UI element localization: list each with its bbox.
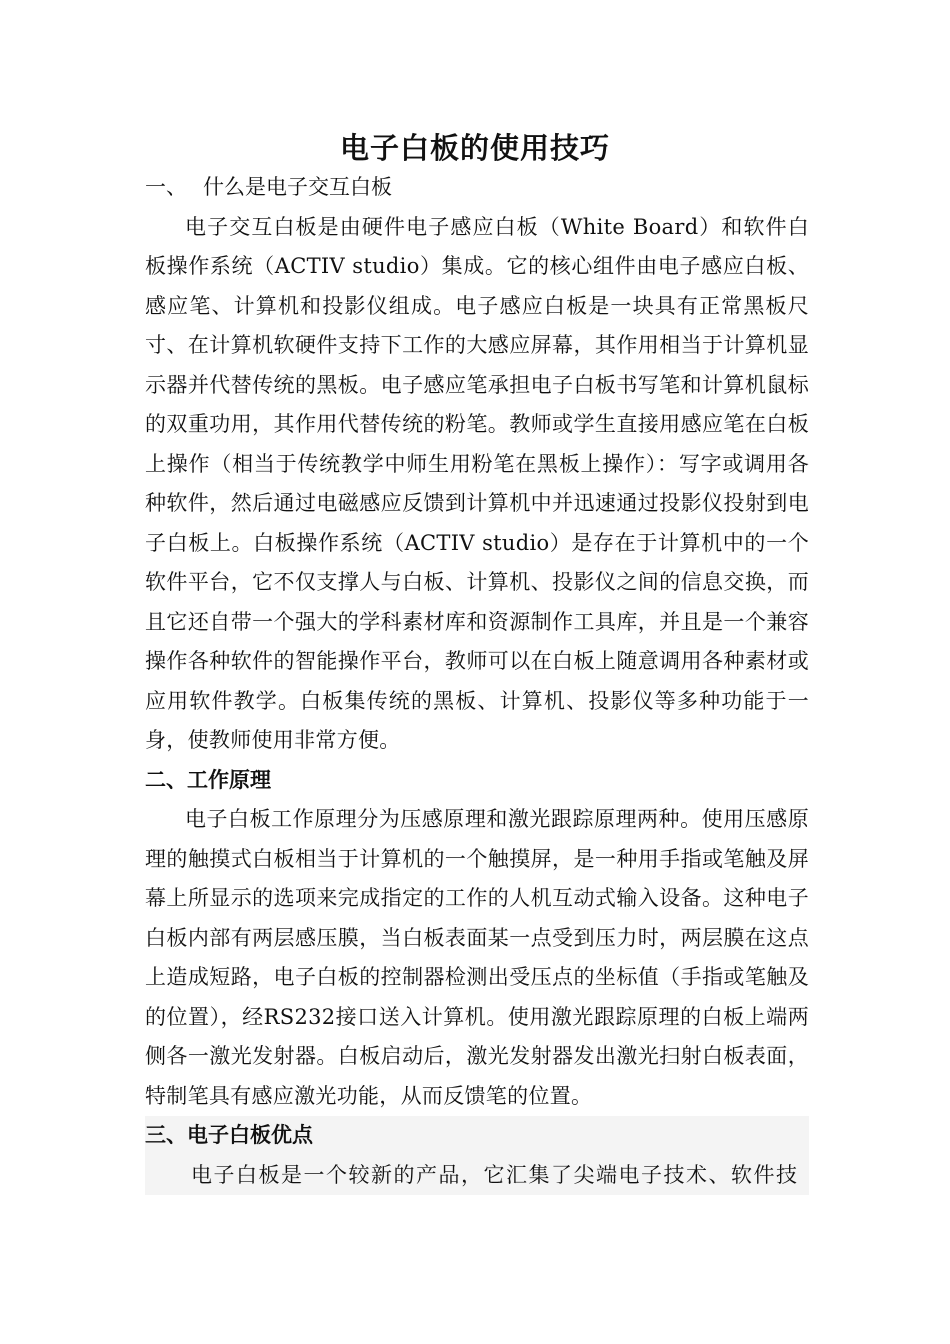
section-heading-2: 二、工作原理 (145, 767, 271, 792)
shaded-section (145, 1116, 809, 1195)
document-body (145, 168, 809, 1195)
section-paragraph-1: 电子交互白板是由硬件电子感应白板（White Board）和软件白板操作系统（ACTIV studio）集成。它的核心组件由电子感应白板、感应笔、计算机和投影仪组成。电子感应白板是一块具有正常黑板尺寸、在计算机软硬件支持下工作的大感应屏幕，其作用相当于计算机显示器并代替传统的黑板。电子感应笔承担电子白板书写笔和计算机鼠标的双重功用，其作用代替传统的粉笔。教师或学生直接用感应笔在白板上操作（相当于传统教学中师生用粉笔在黑板上操作）：写字或调用各种软件，然后通过电磁感应反馈到计算机中并迅速通过投影仪投射到电子白板上。白板操作系统（ACTIV studio）是存在于计算机中的一个软件平台，它不仅支撑人与白板、计算机、投影仪之间的信息交换，而且它还自带一个强大的学科素材库和资源制作工具库，并且是一个兼容操作各种软件的智能操作平台，教师可以在白板上随意调用各种素材或应用软件教学。白板集传统的黑板、计算机、投影仪等多种功能于一身，使教师使用非常方便。 (145, 214, 809, 752)
section-paragraph-3: 电子白板是一个较新的产品，它汇集了尖端电子技术、软件技 (191, 1162, 799, 1187)
section-number-1: 一、 (145, 175, 187, 199)
section-heading-3: 三、电子白板优点 (145, 1123, 313, 1147)
section-heading-1 (145, 168, 809, 208)
section-heading-text-1: 什么是电子交互白板 (203, 175, 392, 199)
section-paragraph-2: 电子白板工作原理分为压感原理和激光跟踪原理两种。使用压感原理的触摸式白板相当于计算机的一个触摸屏，是一种用手指或笔触及屏幕上所显示的选项来完成指定的工作的人机互动式输入设备。这种电子白板内部有两层感压膜，当白板表面某一点受到压力时，两层膜在这点上造成短路，电子白板的控制器检测出受压点的坐标值（手指或笔触及的位置），经RS232接口送入计算机。使用激光跟踪原理的白板上端两侧各一激光发射器。白板启动后，激光发射器发出激光扫射白板表面，特制笔具有感应激光功能，从而反馈笔的位置。 (145, 807, 809, 1108)
document-title: 电子白板的使用技巧 (339, 131, 610, 165)
